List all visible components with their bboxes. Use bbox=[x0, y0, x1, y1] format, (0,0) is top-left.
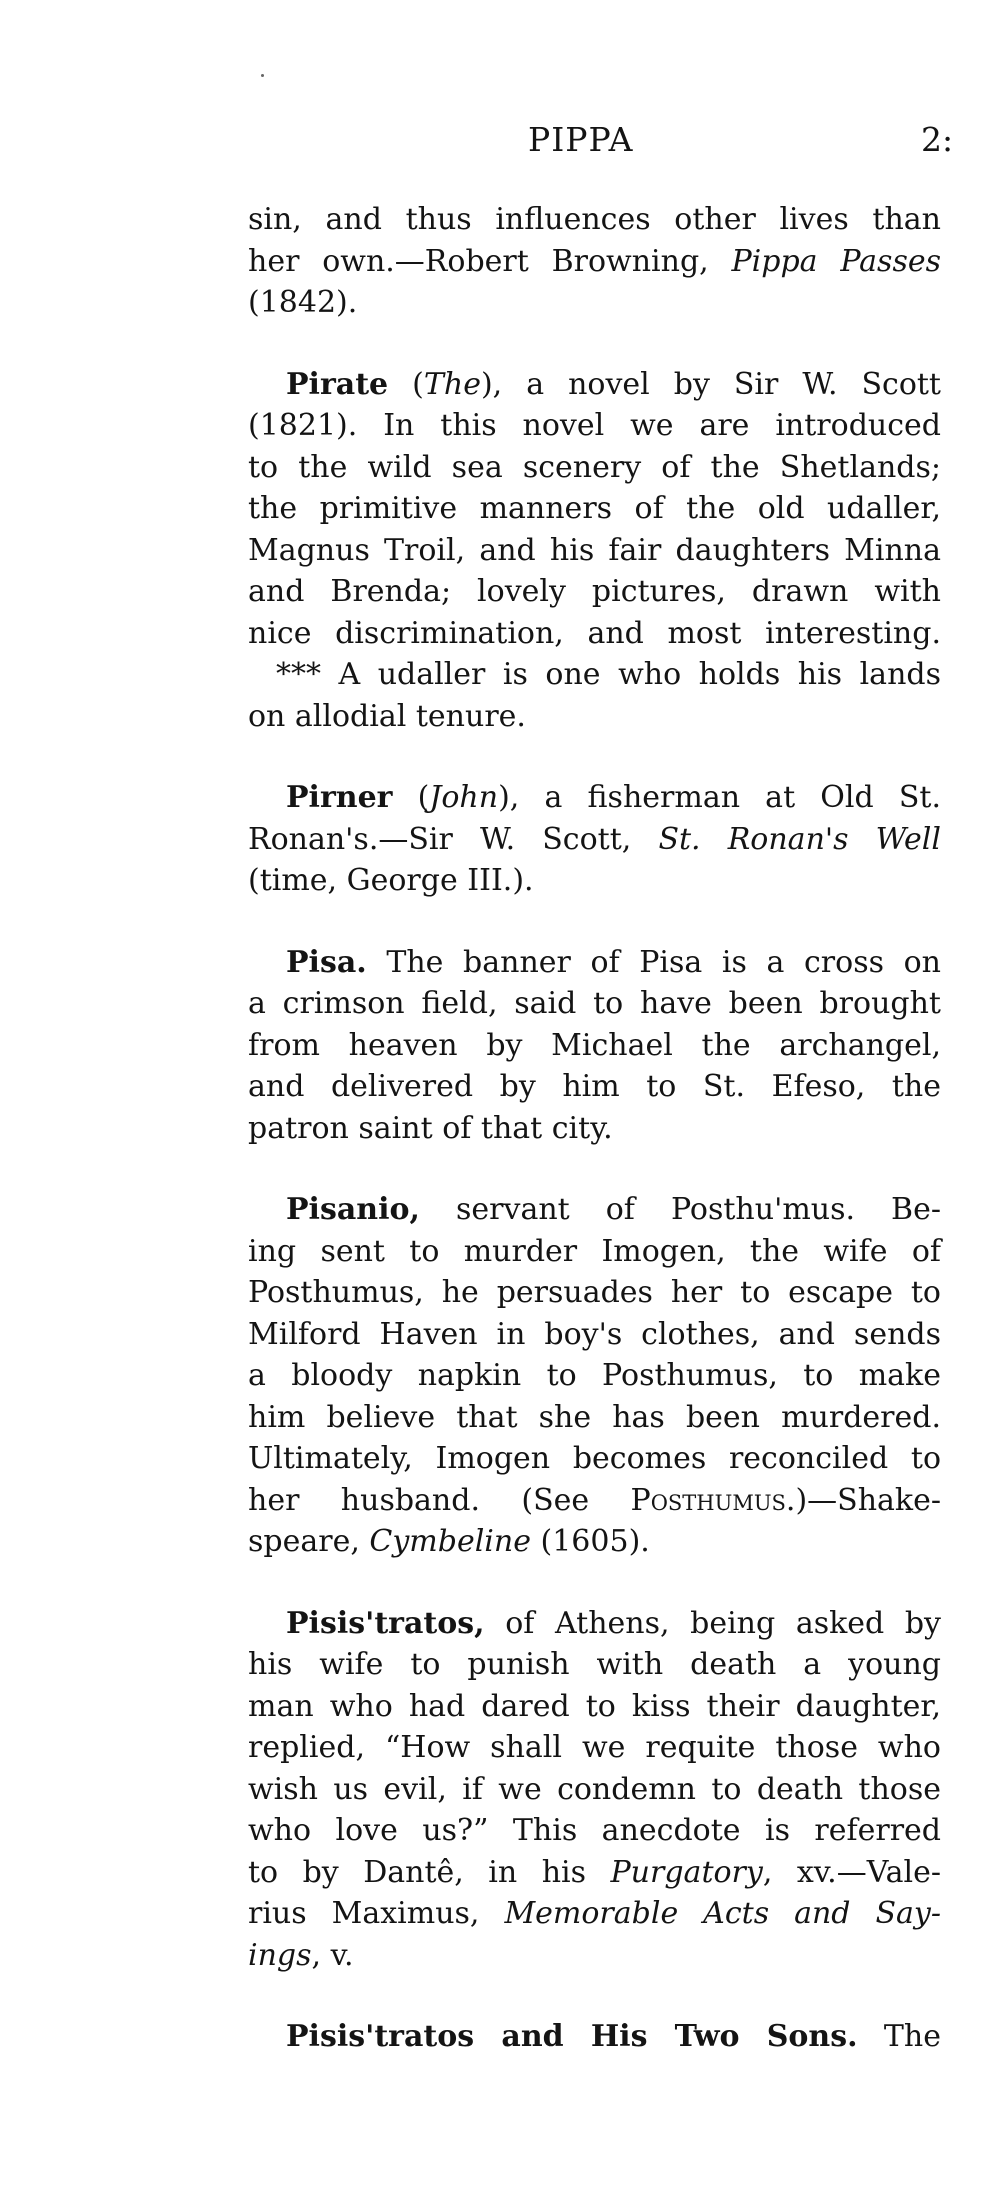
line: ings, v. bbox=[248, 1937, 354, 1973]
line: speare, Cymbeline (1605). bbox=[248, 1524, 650, 1559]
line: rius Maximus, Memorable Acts and Say- bbox=[248, 1896, 941, 1931]
line: (1842). bbox=[248, 285, 358, 320]
line: Milford Haven in boy's clothes, and sends bbox=[248, 1316, 941, 1352]
line: and delivered by him to St. Efeso, the bbox=[248, 1069, 941, 1104]
line: Pirner (John), a fisherman at Old St. bbox=[286, 780, 941, 815]
entry-headword: Pisis'tratos, bbox=[286, 1605, 485, 1641]
line: the primitive manners of the old udaller, bbox=[248, 491, 941, 526]
running-head bbox=[0, 120, 1000, 170]
line bbox=[248, 654, 941, 696]
line: to by Dantê, in his Purgatory, xv.—Vale- bbox=[248, 1854, 941, 1890]
line: who love us?” This anecdote is referred bbox=[248, 1813, 941, 1848]
line: Pirate (The), a novel by Sir W. Scott bbox=[286, 366, 941, 402]
line: Ronan's.—Sir W. Scott, St. Ronan's Well bbox=[248, 821, 941, 857]
line: him believe that she has been murdered. bbox=[248, 1399, 941, 1435]
line: Pisis'tratos and His Two Sons. The bbox=[286, 2019, 941, 2054]
work-title: St. Ronan's Well bbox=[658, 821, 941, 857]
body-text bbox=[248, 199, 941, 2058]
work-title: Pippa Passes bbox=[731, 243, 941, 279]
line: replied, “How shall we requite those who bbox=[248, 1730, 941, 1765]
line: Pisa. The banner of Pisa is a cross on bbox=[286, 944, 941, 980]
line: Pisis'tratos, of Athens, being asked by bbox=[286, 1605, 941, 1641]
line: to the wild sea scenery of the Shetlands; bbox=[248, 449, 941, 485]
entry-pirate bbox=[248, 364, 941, 738]
line: from heaven by Michael the archangel, bbox=[248, 1027, 941, 1063]
entry-pirner bbox=[248, 777, 941, 902]
entry-headword: Pirate bbox=[286, 366, 389, 402]
line: a bloody napkin to Posthumus, to make bbox=[248, 1358, 941, 1393]
line: a crimson field, said to have been brought bbox=[248, 986, 941, 1021]
work-title: Memorable Acts and Say- bbox=[504, 1896, 941, 1931]
entry-pisanio bbox=[248, 1189, 941, 1563]
entry-pisa bbox=[248, 942, 941, 1150]
line: Magnus Troil, and his fair daughters Minna bbox=[248, 532, 941, 568]
line: wish us evil, if we condemn to death those bbox=[248, 1771, 941, 1807]
asterism-note: *** A udaller is one who holds his lands bbox=[276, 657, 941, 692]
line: Posthumus, he persuades her to escape to bbox=[248, 1275, 941, 1310]
line: (1821). In this novel we are introduced bbox=[248, 408, 941, 443]
line: (time, George III.). bbox=[248, 863, 534, 898]
work-title: ings bbox=[248, 1937, 312, 1973]
entry-headword: Pirner bbox=[286, 780, 393, 815]
entry-headword: Pisa. bbox=[286, 944, 367, 980]
line: man who had dared to kiss their daughter, bbox=[248, 1688, 941, 1724]
entry-headword: Pisanio, bbox=[286, 1192, 420, 1227]
page-number: 2: bbox=[921, 120, 954, 159]
cross-reference: Posthumus bbox=[630, 1482, 786, 1518]
line: Ultimately, Imogen becomes reconciled to bbox=[248, 1441, 941, 1476]
work-title: Purgatory bbox=[610, 1854, 763, 1890]
line: his wife to punish with death a young bbox=[248, 1647, 941, 1682]
line: nice discrimination, and most interesting. bbox=[248, 615, 941, 651]
entry-pippa-continuation bbox=[248, 199, 941, 324]
entry-headword: Pisis'tratos and His Two Sons. bbox=[286, 2019, 858, 2054]
running-title: PIPPA bbox=[528, 120, 634, 159]
line: and Brenda; lovely pictures, drawn with bbox=[248, 574, 941, 609]
line: on allodial tenure. bbox=[248, 698, 526, 734]
entry-pisistratos-and-sons bbox=[248, 2016, 941, 2058]
entry-pisistratos bbox=[248, 1603, 941, 1977]
line: patron saint of that city. bbox=[248, 1110, 613, 1146]
print-speck bbox=[261, 74, 264, 77]
line: Pisanio, servant of Posthu'mus. Be- bbox=[286, 1192, 941, 1227]
work-title: Cymbeline bbox=[369, 1524, 531, 1559]
line: sin, and thus influences other lives than bbox=[248, 202, 941, 237]
line: her husband. (See Posthumus.)—Shake- bbox=[248, 1482, 941, 1518]
line: ing sent to murder Imogen, the wife of bbox=[248, 1233, 941, 1269]
line: her own.—Robert Browning, Pippa Passes bbox=[248, 243, 941, 279]
